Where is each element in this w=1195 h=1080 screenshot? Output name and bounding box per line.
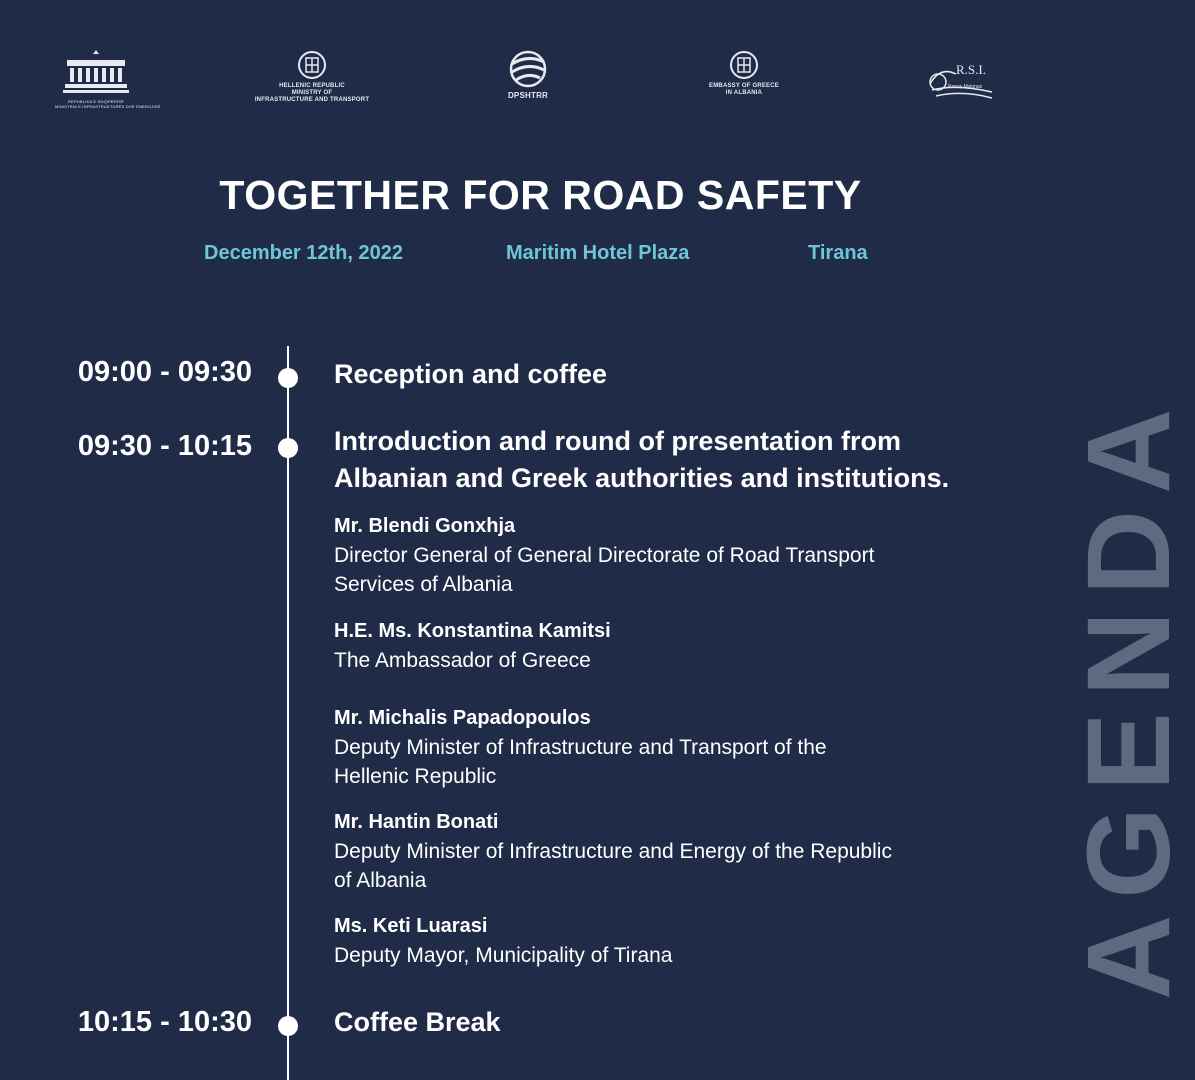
agenda-time: 09:00 - 09:30	[77, 356, 252, 388]
speaker-name: Mr. Blendi Gonxhja	[334, 515, 516, 537]
agenda-title-line-1: Introduction and round of presentation from	[334, 426, 901, 456]
speaker-role: Hellenic Republic	[334, 765, 497, 788]
rsi-logo	[925, 62, 997, 103]
event-city: Tirana	[808, 242, 868, 264]
speaker-name: Mr. Michalis Papadopoulos	[334, 707, 591, 729]
speaker-name: H.E. Ms. Konstantina Kamitsi	[334, 620, 611, 642]
speaker-role: Deputy Minister of Infrastructure and Transport of the	[334, 736, 827, 759]
speaker-name: Mr. Hantin Bonati	[334, 811, 499, 833]
timeline-dot	[278, 1016, 298, 1036]
agenda-side-word-text: AGENDA	[1063, 392, 1195, 1000]
embassy-line-2: IN ALBANIA	[725, 90, 763, 96]
dpshtrr-caption: DPSHTRR	[507, 91, 549, 100]
speaker	[334, 617, 1034, 675]
greek-emblem-icon	[297, 50, 327, 80]
page-title: TOGETHER FOR ROAD SAFETY	[219, 172, 862, 218]
agenda-time: 10:15 - 10:30	[77, 1006, 252, 1038]
agenda-time: 09:30 - 10:15	[77, 430, 252, 462]
agenda-title: Reception and coffee	[334, 359, 608, 389]
timeline-dot	[278, 438, 298, 458]
hellenic-ministry-logo	[250, 50, 374, 104]
greek-emblem-icon	[729, 50, 759, 80]
embassy-line-1: EMBASSY OF GREECE	[709, 83, 779, 89]
partner-logos	[0, 50, 1081, 130]
ministry-albania-caption: MINISTRIA E INFRASTRUKTURËS DHE ENERGJISË	[55, 104, 161, 109]
event-venue: Maritim Hotel Plaza	[506, 242, 690, 264]
rsi-sub: Panos Mylonas	[948, 84, 983, 90]
event-date: December 12th, 2022	[204, 242, 404, 264]
speaker-role: The Ambassador of Greece	[334, 649, 591, 672]
agenda-title-line-2: Albanian and Greek authorities and institutions.	[334, 463, 950, 493]
speaker	[334, 808, 1034, 895]
ministry-albania-logo	[55, 50, 161, 109]
embassy-greece-logo	[700, 50, 788, 97]
timeline-dot	[278, 368, 298, 388]
speaker-name: Ms. Keti Luarasi	[334, 915, 488, 937]
hellenic-line-3: INFRASTRUCTURE AND TRANSPORT	[254, 97, 370, 103]
speaker-role: of Albania	[334, 869, 427, 892]
speaker	[334, 512, 1034, 599]
dpshtrr-logo	[498, 50, 558, 100]
speaker-role: Director General of General Directorate of Road Transport	[334, 544, 875, 567]
ministry-albania-top: REPUBLIKA E SHQIPËRISË	[68, 99, 124, 104]
rsi-text: R.S.I.	[956, 62, 986, 77]
speaker-role: Deputy Minister of Infrastructure and Energy of the Republic	[334, 840, 892, 863]
speaker-role: Services of Albania	[334, 573, 513, 596]
building-icon	[63, 50, 129, 96]
road-emblem-icon	[506, 50, 550, 88]
hellenic-line-1: HELLENIC REPUBLIC	[279, 83, 345, 89]
hellenic-line-2: MINISTRY OF	[291, 90, 333, 96]
speaker-role: Deputy Mayor, Municipality of Tirana	[334, 944, 673, 967]
agenda-title: Coffee Break	[334, 1007, 501, 1037]
speaker	[334, 704, 1034, 791]
speaker	[334, 912, 1034, 970]
wave-emblem-icon	[926, 62, 996, 100]
